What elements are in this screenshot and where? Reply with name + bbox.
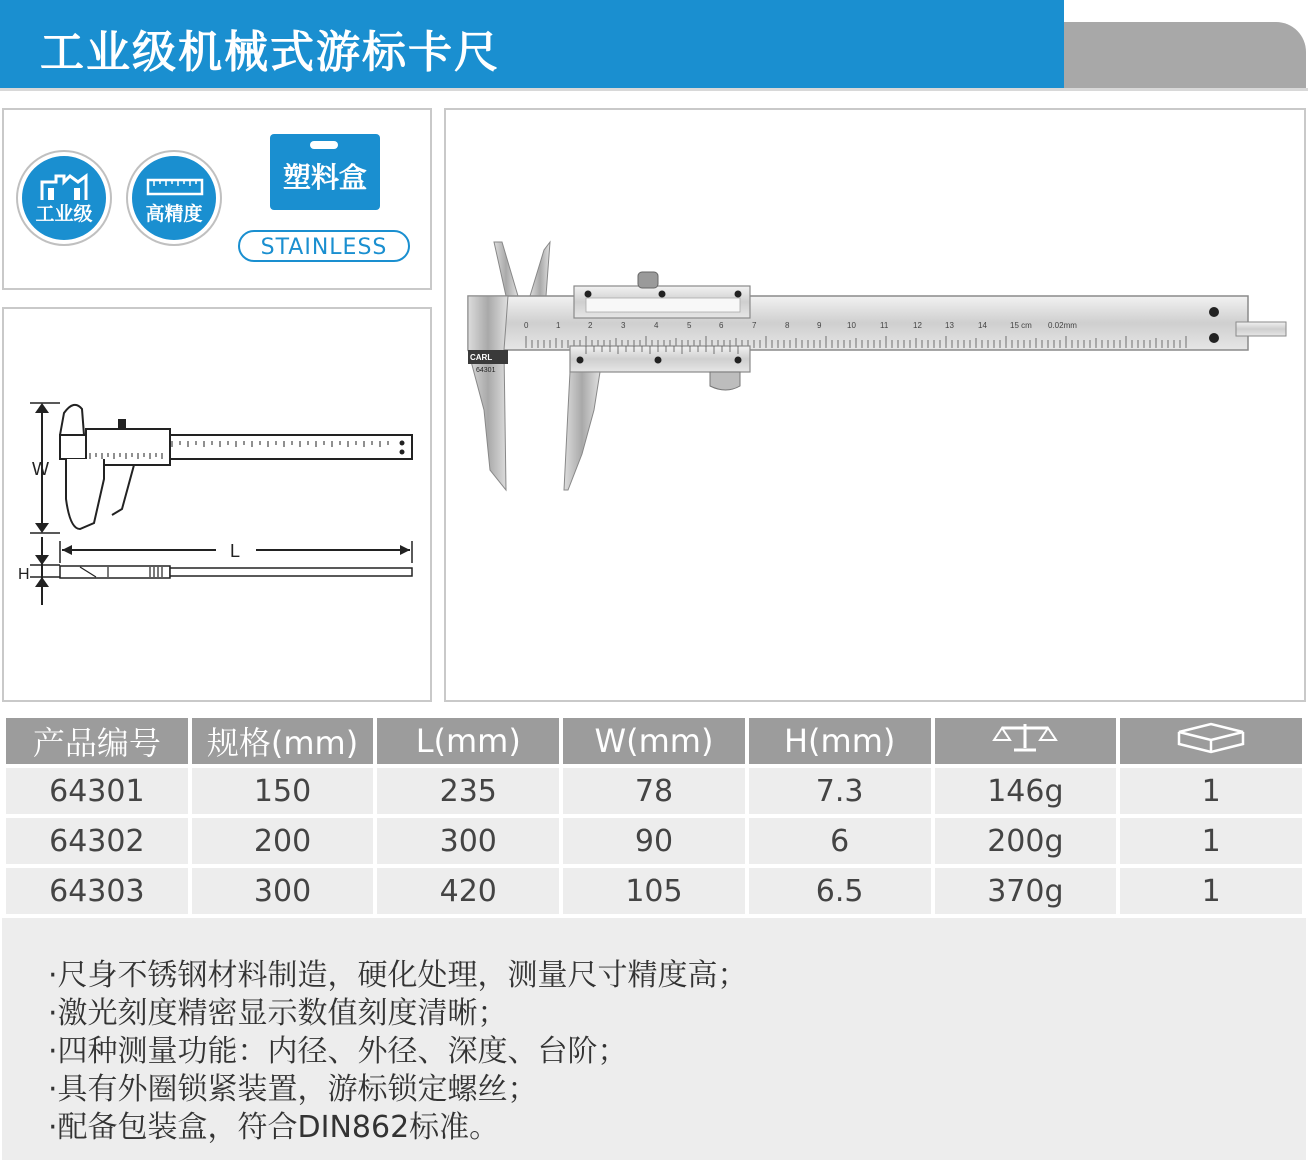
scale-num: 13: [945, 321, 954, 330]
stainless-badge: STAINLESS: [238, 230, 410, 262]
scale-num: 6: [719, 321, 724, 330]
plastic-box-label: 塑料盒: [282, 161, 367, 194]
cell-h: 7.3: [749, 764, 931, 814]
cell-h: 6.5: [749, 864, 931, 914]
col-header-h: H(mm): [749, 718, 931, 764]
title-bar: [0, 0, 1064, 88]
scale-num: 9: [817, 321, 822, 330]
scale-num: 3: [621, 321, 626, 330]
col-header-product-code: 产品编号: [6, 718, 188, 764]
cell-l: 235: [377, 764, 559, 814]
cell-spec: 150: [192, 764, 374, 814]
col-header-l: L(mm): [377, 718, 559, 764]
cell-l: 420: [377, 864, 559, 914]
cell-quantity: 1: [1120, 864, 1302, 914]
col-header-quantity: [1120, 718, 1302, 764]
cell-weight: 370g: [935, 864, 1117, 914]
feature-item: ·激光刻度精密显示数值刻度清晰；: [48, 996, 508, 1031]
col-header-weight: [935, 718, 1117, 764]
table-row: [6, 814, 1302, 864]
box-icon: [1171, 720, 1251, 754]
cell-w: 90: [563, 814, 745, 864]
page-title: 工业级机械式游标卡尺: [40, 27, 500, 78]
scale-num: 7: [752, 321, 757, 330]
cell-spec: 200: [192, 814, 374, 864]
caliper-dimension-diagram: [4, 309, 430, 700]
col-header-spec: 规格(mm): [192, 718, 374, 764]
table-row: [6, 764, 1302, 814]
title-divider: [0, 88, 1308, 91]
precision-badge: [128, 152, 220, 244]
features-list: [2, 918, 1306, 1160]
spec-table: [2, 718, 1306, 914]
caliper-product-image: [446, 110, 1304, 700]
cell-spec: 300: [192, 864, 374, 914]
cell-product-code: 64303: [6, 864, 188, 914]
model-label: 64301: [476, 367, 496, 374]
cell-w: 78: [563, 764, 745, 814]
table-header-row: [6, 718, 1302, 764]
feature-item: ·尺身不锈钢材料制造，硬化处理，测量尺寸精度高；: [48, 958, 748, 993]
l-label: L: [230, 541, 241, 561]
scale-num: 12: [913, 321, 922, 330]
resolution-label: 0.02mm: [1048, 321, 1077, 330]
cell-weight: 146g: [935, 764, 1117, 814]
scale-num: 10: [847, 321, 856, 330]
industrial-badge-label: 工业级: [35, 203, 93, 225]
cell-w: 105: [563, 864, 745, 914]
ruler-icon: [132, 156, 216, 240]
product-photo-panel: [444, 108, 1306, 702]
col-header-w: W(mm): [563, 718, 745, 764]
cell-product-code: 64302: [6, 814, 188, 864]
precision-badge-label: 高精度: [145, 203, 203, 225]
cell-h: 6: [749, 814, 931, 864]
scale-num: 1: [556, 321, 561, 330]
table-row: [6, 864, 1302, 914]
cell-quantity: 1: [1120, 814, 1302, 864]
scale-num: 15 cm: [1010, 321, 1032, 330]
box-handle-icon: [310, 141, 338, 149]
w-label: W: [32, 459, 49, 479]
scale-num: 4: [654, 321, 659, 330]
scale-icon: [990, 720, 1060, 754]
scale-num: 5: [687, 321, 692, 330]
feature-item: ·四种测量功能：内径、外径、深度、台阶；: [48, 1034, 628, 1069]
industrial-badge: [18, 152, 110, 244]
scale-num: 2: [588, 321, 593, 330]
h-label: H: [18, 566, 30, 583]
brand-label: CARL: [470, 353, 493, 362]
scale-num: 14: [978, 321, 987, 330]
cell-l: 300: [377, 814, 559, 864]
dimension-diagram-panel: [2, 307, 432, 702]
feature-item: ·具有外圈锁紧装置，游标锁定螺丝；: [48, 1072, 538, 1107]
feature-badges-panel: [2, 108, 432, 290]
plastic-box-badge: [270, 134, 380, 210]
cell-product-code: 64301: [6, 764, 188, 814]
cell-weight: 200g: [935, 814, 1117, 864]
factory-icon: [22, 156, 106, 240]
scale-num: 11: [880, 321, 889, 330]
cell-quantity: 1: [1120, 764, 1302, 814]
feature-item: ·配备包装盒，符合DIN862标准。: [48, 1110, 500, 1145]
scale-num: 0: [524, 321, 529, 330]
title-bar-accent: [1064, 22, 1306, 88]
scale-num: 8: [785, 321, 790, 330]
